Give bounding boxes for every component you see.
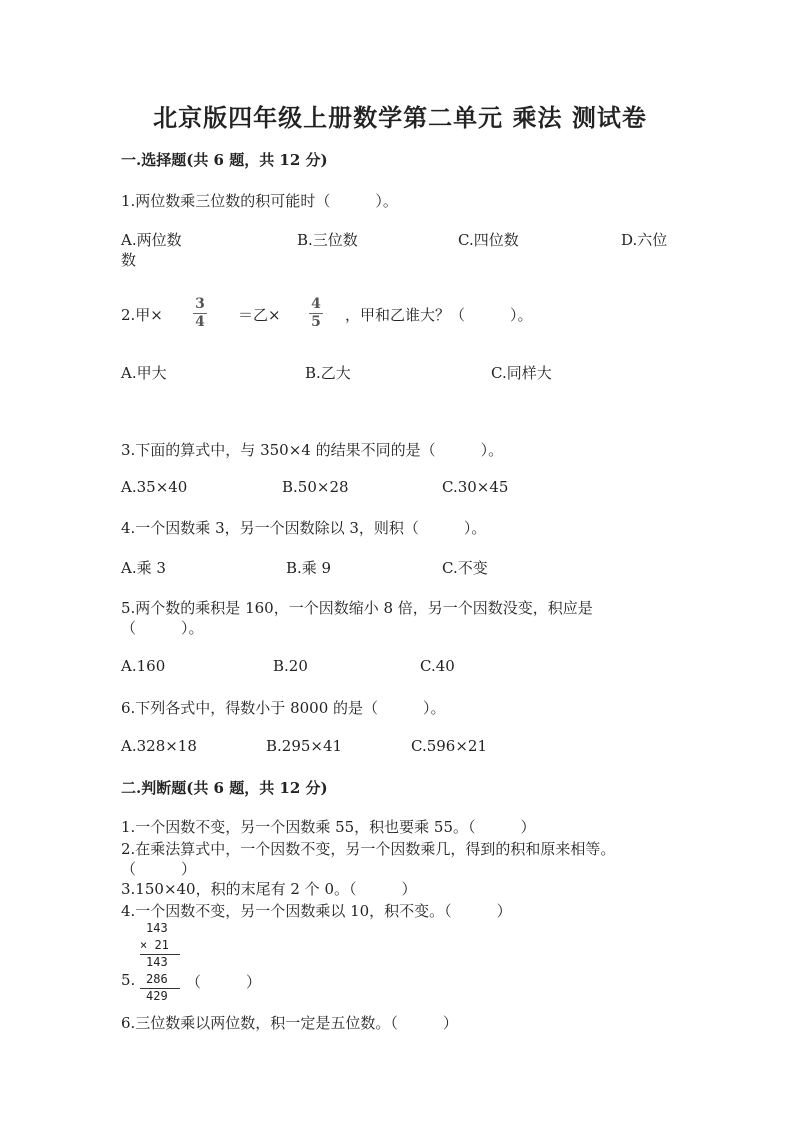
- question-6-text: 6.下列各式中，得数小于 8000 的是（ ）。: [121, 699, 446, 717]
- question-2-mid: ＝乙×: [238, 306, 281, 324]
- q3-option-a[interactable]: A.35×40: [121, 478, 188, 496]
- q3-option-c[interactable]: C.30×45: [442, 478, 509, 496]
- calc-line-1: 143: [146, 921, 168, 935]
- question-5-text: 5.两个数的乘积是 160，一个因数缩小 8 倍，另一个因数没变，积应是: [121, 599, 593, 617]
- q6-option-c[interactable]: C.596×21: [411, 737, 487, 755]
- judge-4-text: 4.一个因数不变，另一个因数乘以 10，积不变。（ ）: [121, 902, 512, 920]
- q4-option-a[interactable]: A.乘 3: [121, 559, 166, 577]
- question-5-text-wrap: （ ）。: [121, 619, 204, 637]
- q6-option-b[interactable]: B.295×41: [266, 737, 343, 755]
- question-1-text: 1.两位数乘三位数的积可能时（ ）。: [121, 192, 398, 210]
- q1-option-a[interactable]: A.两位数: [121, 231, 182, 249]
- section-1-heading: 一.选择题(共 6 题，共 12 分): [121, 151, 328, 169]
- judge-2-text-wrap: （ ）: [121, 860, 197, 878]
- question-4-text: 4.一个因数乘 3，另一个因数除以 3，则积（ ）。: [121, 519, 487, 537]
- question-2-suffix: ，甲和乙谁大？（ ）。: [345, 306, 533, 324]
- judge-5-label: 5.: [121, 971, 136, 989]
- calc-line-5: 429: [146, 989, 168, 1003]
- vertical-multiplication: [120, 921, 200, 1005]
- q5-option-c[interactable]: C.40: [420, 657, 455, 675]
- q5-option-b[interactable]: B.20: [273, 657, 308, 675]
- fraction-3-4: [192, 296, 208, 331]
- q3-option-b[interactable]: B.50×28: [282, 478, 349, 496]
- judge-3-text: 3.150×40，积的末尾有 2 个 0。（ ）: [121, 880, 417, 898]
- q2-option-c[interactable]: C.同样大: [491, 364, 552, 382]
- calc-line-2: × 21: [140, 938, 169, 952]
- section-2-heading: 二.判断题(共 6 题，共 12 分): [121, 779, 328, 797]
- fraction-denominator: 4: [195, 314, 205, 330]
- page-title: 北京版四年级上册数学第二单元 乘法 测试卷: [153, 103, 647, 132]
- judge-1-text: 1.一个因数不变，另一个因数乘 55，积也要乘 55。（ ）: [121, 818, 536, 836]
- judge-6-text: 6.三位数乘以两位数，积一定是五位数。（ ）: [121, 1014, 458, 1032]
- q6-option-a[interactable]: A.328×18: [121, 737, 197, 755]
- judge-5-paren: （ ）: [186, 973, 262, 991]
- q2-option-b[interactable]: B.乙大: [305, 364, 351, 382]
- calc-line-4: 286: [146, 972, 168, 986]
- question-2-prefix: 2.甲×: [121, 306, 163, 324]
- fraction-numerator: 3: [195, 296, 205, 312]
- q1-option-d-wrap: 数: [121, 251, 137, 269]
- q1-option-b[interactable]: B.三位数: [297, 231, 358, 249]
- q4-option-c[interactable]: C.不变: [442, 559, 488, 577]
- question-3-text: 3.下面的算式中，与 350×4 的结果不同的是（ ）。: [121, 441, 504, 459]
- q1-option-c[interactable]: C.四位数: [458, 231, 519, 249]
- fraction-4-5: [308, 296, 324, 331]
- q5-option-a[interactable]: A.160: [121, 657, 166, 675]
- q2-option-a[interactable]: A.甲大: [121, 364, 167, 382]
- q1-option-d[interactable]: D.六位: [621, 231, 668, 249]
- judge-2-text: 2.在乘法算式中，一个因数不变，另一个因数乘几，得到的积和原来相等。: [121, 840, 616, 858]
- fraction-numerator: 4: [311, 296, 321, 312]
- calc-line-3: 143: [146, 955, 168, 969]
- q4-option-b[interactable]: B.乘 9: [286, 559, 332, 577]
- fraction-denominator: 5: [311, 314, 321, 330]
